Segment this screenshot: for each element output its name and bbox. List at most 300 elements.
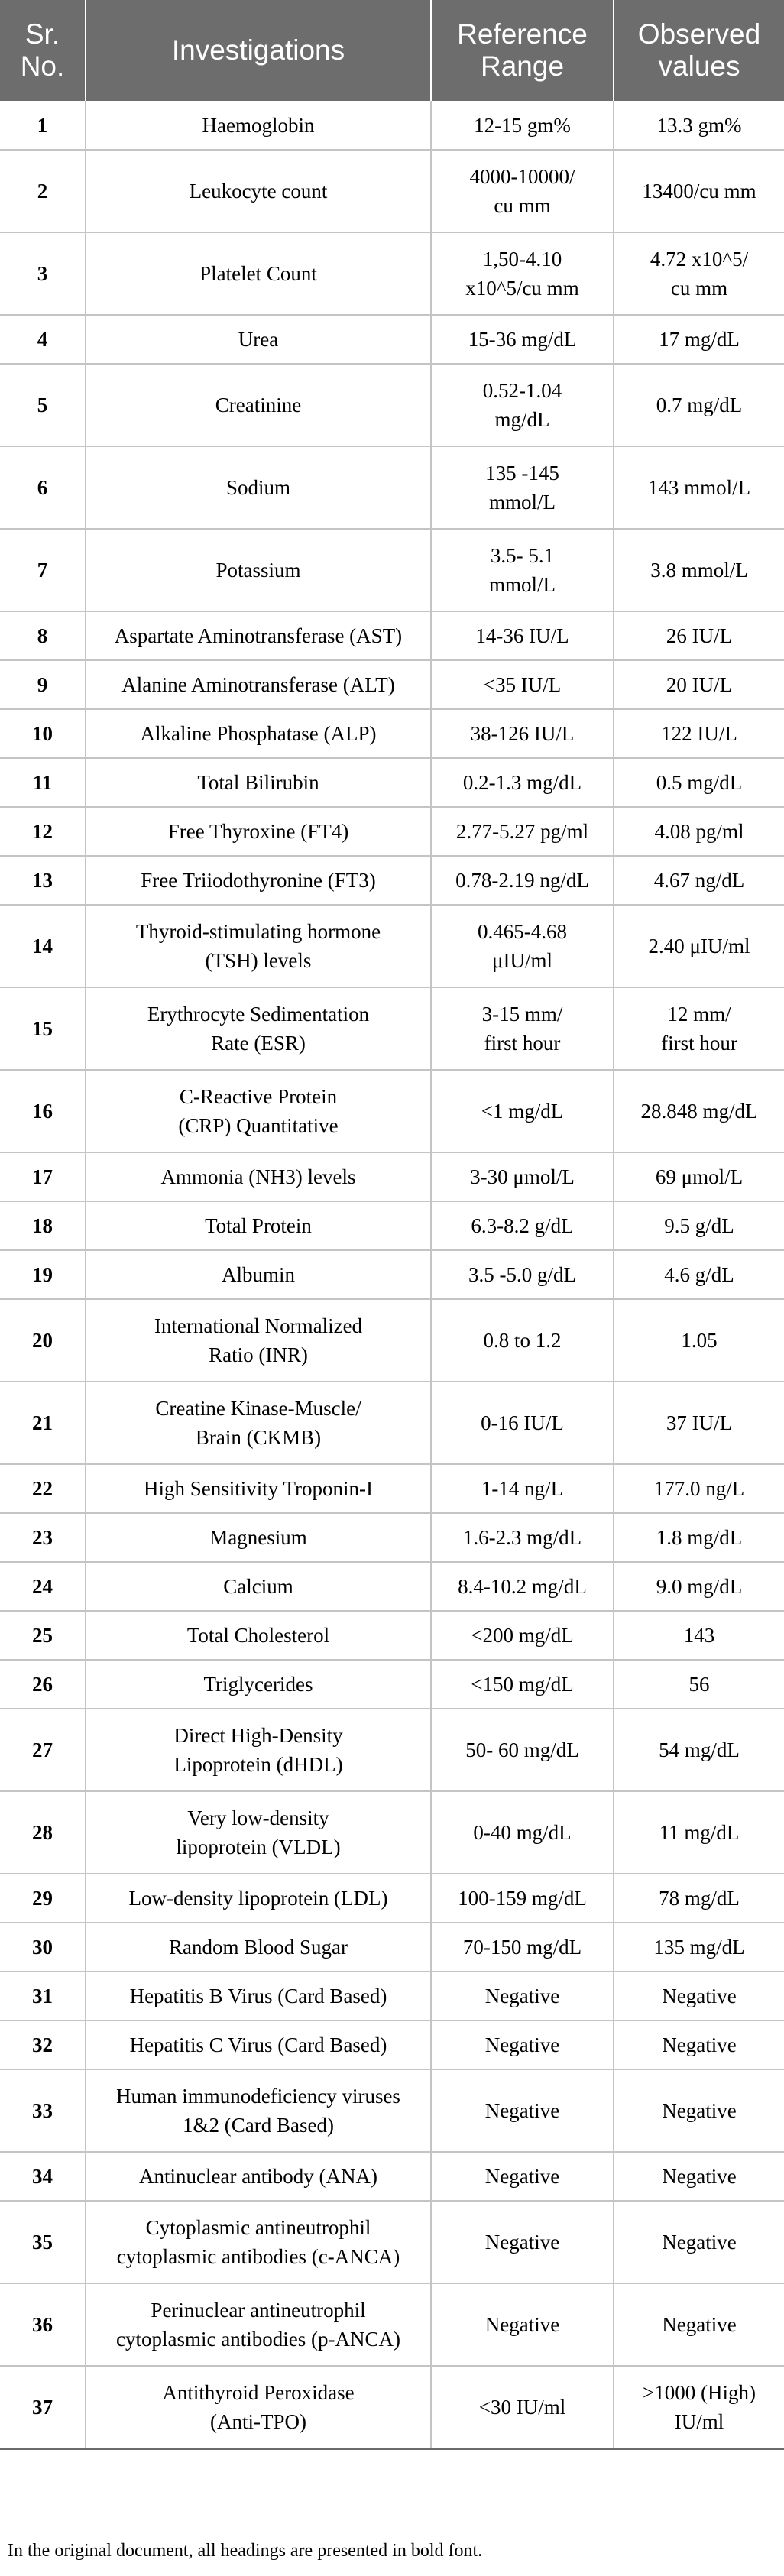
reference-range-cell-line: μIU/ml [492,949,552,972]
investigation-cell [86,529,431,611]
reference-range-cell [431,1791,614,1874]
reference-range-cell [431,1562,614,1611]
observed-value-cell-line: 20 IU/L [666,673,733,696]
reference-range-cell [431,1709,614,1791]
reference-range-cell [431,1070,614,1152]
table-row [0,2069,784,2152]
investigation-cell-line: Direct High-Density [173,1724,343,1747]
reference-range-cell [431,905,614,987]
investigation-cell [86,1611,431,1660]
observed-value-cell [614,1201,784,1250]
reference-range-cell-line: 1.6-2.3 mg/dL [462,1526,582,1549]
reference-range-cell-line: <35 IU/L [483,673,562,696]
observed-value-cell-line: 122 IU/L [661,722,737,745]
table-row [0,364,784,446]
sr-no-cell: 29 [0,1874,86,1923]
observed-value-cell-line: 13400/cu mm [642,180,756,203]
reference-range-cell-line: 3-30 μmol/L [470,1165,575,1188]
reference-range-cell [431,1250,614,1299]
sr-no-cell: 15 [0,987,86,1070]
sr-no-cell: 34 [0,2152,86,2201]
investigation-cell [86,150,431,232]
reference-range-cell [431,364,614,446]
reference-range-cell-line: Negative [484,2231,560,2254]
reference-range-cell-line: 100-159 mg/dL [458,1887,587,1910]
observed-value-cell-line: 12 mm/ [667,1003,731,1026]
header-observed-values [614,0,784,101]
table-row [0,2283,784,2366]
sr-no-cell: 12 [0,807,86,856]
table-row [0,1250,784,1299]
observed-value-cell [614,709,784,758]
reference-range-cell [431,1874,614,1923]
investigation-cell [86,2283,431,2366]
investigation-cell-line: Calcium [223,1575,293,1598]
table-row [0,1152,784,1201]
reference-range-cell-line: 6.3-8.2 g/dL [471,1214,574,1237]
reference-range-cell-line: cu mm [494,194,551,217]
investigation-cell-line: Triglycerides [203,1673,313,1696]
investigation-cell-line: Platelet Count [199,262,317,285]
sr-no-cell: 37 [0,2366,86,2448]
table-row [0,1972,784,2020]
table-row [0,660,784,709]
investigation-cell-line: Haemoglobin [202,113,315,137]
reference-range-cell-line: 3.5 -5.0 g/dL [468,1263,576,1286]
observed-value-cell [614,1299,784,1382]
investigation-cell [86,987,431,1070]
investigation-cell-line: Free Thyroxine (FT4) [167,820,349,843]
observed-value-cell [614,758,784,807]
table-row [0,2366,784,2448]
investigation-cell-line: Human immunodeficiency viruses [116,2085,400,2108]
table-row [0,150,784,232]
observed-value-cell-line: Negative [662,1985,737,2007]
investigation-cell-line: International Normalized [154,1314,363,1337]
reference-range-cell-line: <150 mg/dL [471,1673,574,1696]
observed-value-cell-line: 4.67 ng/dL [653,869,745,892]
sr-no-cell: 22 [0,1464,86,1513]
reference-range-cell-line: 3-15 mm/ [481,1003,563,1026]
table-row [0,1923,784,1972]
investigation-cell-line: Erythrocyte Sedimentation [147,1003,370,1026]
observed-value-cell-line: 11 mg/dL [659,1821,740,1844]
investigation-cell [86,905,431,987]
reference-range-cell-line: mmol/L [489,491,556,514]
investigation-cell-line: C-Reactive Protein [179,1085,338,1108]
observed-value-cell-line: 177.0 ng/L [653,1477,745,1500]
reference-range-cell [431,2020,614,2069]
reference-range-cell-line: first hour [484,1032,561,1055]
investigation-cell-line: Creatine Kinase-Muscle/ [155,1397,361,1420]
observed-value-cell [614,2152,784,2201]
observed-value-cell [614,1874,784,1923]
reference-range-cell-line: 50- 60 mg/dL [465,1738,579,1761]
investigation-cell [86,1660,431,1709]
reference-range-cell-line: Negative [484,2165,560,2188]
sr-no-cell: 31 [0,1972,86,2020]
observed-value-cell [614,611,784,660]
observed-value-cell-line: Negative [662,2165,737,2188]
observed-value-cell-line: 4.6 g/dL [664,1263,734,1286]
investigation-cell-line: 1&2 (Card Based) [183,2114,334,2137]
table-row [0,1201,784,1250]
sr-no-cell: 24 [0,1562,86,1611]
observed-value-cell [614,905,784,987]
investigation-cell [86,1972,431,2020]
investigation-cell [86,1070,431,1152]
observed-value-cell-line: 143 mmol/L [647,476,751,499]
table-row [0,758,784,807]
table-row [0,101,784,150]
investigation-cell-line: Very low-density [187,1806,329,1829]
investigation-cell [86,807,431,856]
sr-no-cell: 5 [0,364,86,446]
observed-value-cell-line: 1.05 [681,1329,718,1352]
observed-value-cell [614,2201,784,2283]
sr-no-cell: 4 [0,315,86,364]
investigation-cell-line: Sodium [225,476,291,499]
observed-value-cell-line: 37 IU/L [666,1411,733,1434]
reference-range-cell-line: Negative [484,1985,560,2007]
investigation-cell [86,2366,431,2448]
table-row [0,905,784,987]
sr-no-cell: 30 [0,1923,86,1972]
header-sr-no [0,0,86,101]
reference-range-cell [431,1382,614,1464]
investigation-cell-line: Potassium [215,559,301,582]
sr-no-cell: 2 [0,150,86,232]
investigation-cell-line: Magnesium [209,1526,307,1549]
investigation-cell-line: Thyroid-stimulating hormone [135,920,381,943]
investigation-cell-line: Antinuclear antibody (ANA) [139,2165,377,2188]
sr-no-cell: 1 [0,101,86,150]
header-sr-line: No. [20,50,65,82]
reference-range-cell [431,101,614,150]
investigation-cell [86,1152,431,1201]
sr-no-cell: 32 [0,2020,86,2069]
observed-value-cell-line: 17 mg/dL [659,328,740,351]
reference-range-cell-line: 2.77-5.27 pg/ml [455,820,589,843]
reference-range-cell [431,2366,614,2448]
observed-value-cell-line: 13.3 gm% [656,113,742,137]
table-row [0,1562,784,1611]
table-row [0,1660,784,1709]
sr-no-cell: 6 [0,446,86,529]
observed-value-cell [614,2020,784,2069]
table-row [0,807,784,856]
table-row [0,232,784,315]
observed-value-cell [614,1709,784,1791]
observed-value-cell [614,1611,784,1660]
investigation-cell-line: Leukocyte count [189,180,328,203]
reference-range-cell-line: 0.8 to 1.2 [483,1329,562,1352]
sr-no-cell: 33 [0,2069,86,2152]
reference-range-cell [431,1611,614,1660]
investigation-cell [86,232,431,315]
reference-range-cell [431,709,614,758]
investigation-cell-line: (TSH) levels [205,949,312,972]
investigation-cell [86,2020,431,2069]
reference-range-cell [431,150,614,232]
table-row [0,987,784,1070]
observed-value-cell-line: 78 mg/dL [659,1887,740,1910]
reference-range-cell [431,987,614,1070]
reference-range-cell [431,446,614,529]
observed-value-cell [614,1791,784,1874]
investigation-cell [86,2069,431,2152]
reference-range-cell-line: 8.4-10.2 mg/dL [458,1575,587,1598]
observed-value-cell-line: IU/ml [674,2409,724,2433]
observed-value-cell [614,987,784,1070]
sr-no-cell: 11 [0,758,86,807]
observed-value-cell [614,446,784,529]
investigation-cell [86,1874,431,1923]
investigation-cell-line: Hepatitis B Virus (Card Based) [129,1985,387,2007]
header-reference-range [431,0,614,101]
observed-value-cell-line: first hour [661,1032,737,1055]
observed-value-cell-line: 135 mg/dL [653,1936,745,1959]
investigation-cell [86,446,431,529]
sr-no-cell: 23 [0,1513,86,1562]
reference-range-cell [431,529,614,611]
reference-range-cell-line: 0.2-1.3 mg/dL [462,771,582,794]
reference-range-cell-line: x10^5/cu mm [465,277,579,300]
observed-value-cell [614,1660,784,1709]
investigation-cell-line: Free Triiodothyronine (FT3) [141,869,376,892]
observed-value-cell [614,1562,784,1611]
table-body [0,101,784,2448]
observed-value-cell [614,1382,784,1464]
investigation-cell [86,1513,431,1562]
investigation-cell [86,1201,431,1250]
investigation-cell-line: (Anti-TPO) [210,2409,306,2433]
table-header [0,0,784,101]
investigation-cell [86,611,431,660]
investigation-cell-line: Urea [238,328,279,351]
investigation-cell-line: Cytoplasmic antineutrophil [145,2216,371,2239]
observed-value-cell [614,101,784,150]
reference-range-cell-line: 135 -145 [485,462,559,484]
reference-range-cell-line: 1,50-4.10 [482,248,562,271]
observed-value-cell [614,1250,784,1299]
observed-value-cell [614,856,784,905]
reference-range-cell [431,2069,614,2152]
reference-range-cell-line: Negative [484,2099,560,2122]
investigation-cell [86,364,431,446]
investigation-cell [86,758,431,807]
reference-range-cell-line: 0.78-2.19 ng/dL [455,869,589,892]
reference-range-cell-line: 4000-10000/ [469,165,575,188]
reference-range-cell-line: 0.465-4.68 [478,920,567,943]
investigation-cell-line: Rate (ESR) [211,1032,306,1055]
reference-range-cell [431,315,614,364]
reference-range-cell [431,2201,614,2283]
investigation-cell [86,1562,431,1611]
observed-value-cell-line: 69 μmol/L [655,1165,744,1188]
reference-range-cell [431,1923,614,1972]
sr-no-cell: 18 [0,1201,86,1250]
table-row [0,529,784,611]
observed-value-cell-line: Negative [662,2033,737,2056]
header-observed-line: values [658,50,740,82]
table-row [0,709,784,758]
observed-value-cell [614,1152,784,1201]
reference-range-cell [431,1513,614,1562]
investigation-cell-line: cytoplasmic antibodies (p-ANCA) [116,2328,400,2351]
reference-range-cell-line: 12-15 gm% [474,113,571,137]
reference-range-cell-line: 0-16 IU/L [481,1411,564,1434]
reference-range-cell [431,2283,614,2366]
observed-value-cell [614,2283,784,2366]
reference-range-cell [431,2152,614,2201]
investigation-cell [86,315,431,364]
header-sr-line: Sr. [24,18,60,50]
observed-value-cell [614,2069,784,2152]
sr-no-cell: 10 [0,709,86,758]
investigation-cell-line: Lipoprotein (dHDL) [173,1753,343,1776]
investigation-cell-line: Total Cholesterol [186,1624,330,1647]
observed-value-cell-line: cu mm [670,277,728,300]
table-row [0,1513,784,1562]
table-row [0,2201,784,2283]
sr-no-cell: 36 [0,2283,86,2366]
sr-no-cell: 21 [0,1382,86,1464]
reference-range-cell-line: 0-40 mg/dL [473,1821,572,1844]
reference-range-cell [431,856,614,905]
reference-range-cell-line: 14-36 IU/L [475,624,569,647]
observed-value-cell-line: 26 IU/L [666,624,733,647]
sr-no-cell: 17 [0,1152,86,1201]
observed-value-cell [614,529,784,611]
investigation-cell-line: High Sensitivity Troponin-I [143,1477,374,1500]
reference-range-cell-line: Negative [484,2313,560,2336]
investigation-cell-line: Antithyroid Peroxidase [162,2380,355,2404]
table-row [0,446,784,529]
header-reference-line: Reference [457,18,588,50]
investigation-cell-line: (CRP) Quantitative [178,1114,339,1137]
investigation-cell-line: Creatinine [215,394,302,416]
table-row [0,1070,784,1152]
reference-range-cell-line: <1 mg/dL [481,1100,564,1123]
investigation-cell [86,1791,431,1874]
observed-value-cell [614,807,784,856]
sr-no-cell: 3 [0,232,86,315]
observed-value-cell-line: 0.7 mg/dL [656,394,743,416]
investigation-cell [86,709,431,758]
table-row [0,1382,784,1464]
observed-value-cell-line: 1.8 mg/dL [656,1526,743,1549]
investigation-cell-line: Ammonia (NH3) levels [160,1165,356,1188]
sr-no-cell: 35 [0,2201,86,2283]
sr-no-cell: 27 [0,1709,86,1791]
reference-range-cell [431,1972,614,2020]
investigation-cell-line: Ratio (INR) [209,1343,308,1366]
header-investigations [86,0,431,101]
observed-value-cell-line: 4.08 pg/ml [654,820,744,843]
investigation-cell-line: Albumin [221,1263,295,1286]
header-investigations-label: Investigations [171,34,345,66]
observed-value-cell-line: 0.5 mg/dL [656,771,743,794]
reference-range-cell [431,1201,614,1250]
reference-range-cell-line: <200 mg/dL [471,1624,574,1647]
reference-range-cell [431,660,614,709]
observed-value-cell-line: >1000 (High) [643,2380,756,2404]
reference-range-cell [431,1299,614,1382]
observed-value-cell-line: 3.8 mmol/L [650,559,748,582]
investigation-cell-line: Total Bilirubin [197,771,319,794]
observed-value-cell [614,660,784,709]
table-row [0,1874,784,1923]
observed-value-cell-line: 143 [683,1624,715,1647]
investigation-cell [86,1923,431,1972]
reference-range-cell [431,1660,614,1709]
investigation-cell-line: Aspartate Aminotransferase (AST) [114,624,403,647]
table-row [0,315,784,364]
investigation-cell-line: Perinuclear antineutrophil [151,2299,366,2322]
sr-no-cell: 20 [0,1299,86,1382]
investigation-cell [86,2201,431,2283]
observed-value-cell-line: 28.848 mg/dL [640,1100,758,1123]
table-footnote: In the original document, all headings are presented in bold font. [8,2541,483,2561]
investigation-cell-line: Random Blood Sugar [169,1936,348,1959]
table-row [0,611,784,660]
observed-value-cell [614,150,784,232]
reference-range-cell [431,807,614,856]
reference-range-cell-line: 1-14 ng/L [481,1477,564,1500]
observed-value-cell [614,1972,784,2020]
investigation-cell [86,1464,431,1513]
investigation-cell-line: cytoplasmic antibodies (c-ANCA) [116,2245,400,2268]
table-row [0,1709,784,1791]
reference-range-cell-line: 3.5- 5.1 [490,544,555,567]
sr-no-cell: 19 [0,1250,86,1299]
observed-value-cell-line: 4.72 x10^5/ [650,248,749,271]
table-row [0,2152,784,2201]
observed-value-cell [614,364,784,446]
observed-value-cell-line: Negative [662,2231,737,2254]
sr-no-cell: 25 [0,1611,86,1660]
reference-range-cell [431,1464,614,1513]
reference-range-cell-line: mg/dL [494,408,550,431]
table-row [0,1611,784,1660]
reference-range-cell-line: <30 IU/ml [478,2395,566,2419]
observed-value-cell [614,1464,784,1513]
header-reference-line: Range [480,50,565,82]
reference-range-cell [431,758,614,807]
observed-value-cell-line: 9.0 mg/dL [656,1575,743,1598]
reference-range-cell [431,611,614,660]
sr-no-cell: 14 [0,905,86,987]
table-row [0,856,784,905]
observed-value-cell-line: Negative [662,2313,737,2336]
investigation-cell-line: Alkaline Phosphatase (ALP) [140,722,377,745]
investigation-cell-line: Alanine Aminotransferase (ALT) [121,673,395,696]
header-observed-line: Observed [637,18,761,50]
table-row [0,1791,784,1874]
sr-no-cell: 8 [0,611,86,660]
investigation-cell-line: lipoprotein (VLDL) [176,1836,341,1858]
table-row [0,1464,784,1513]
investigation-cell-line: Brain (CKMB) [195,1426,322,1449]
observed-value-cell-line: Negative [662,2099,737,2122]
observed-value-cell [614,1513,784,1562]
header-row [0,0,784,101]
reference-range-cell-line: 0.52-1.04 [482,379,562,402]
reference-range-cell-line: 70-150 mg/dL [462,1936,582,1959]
investigation-cell [86,1299,431,1382]
observed-value-cell [614,1923,784,1972]
